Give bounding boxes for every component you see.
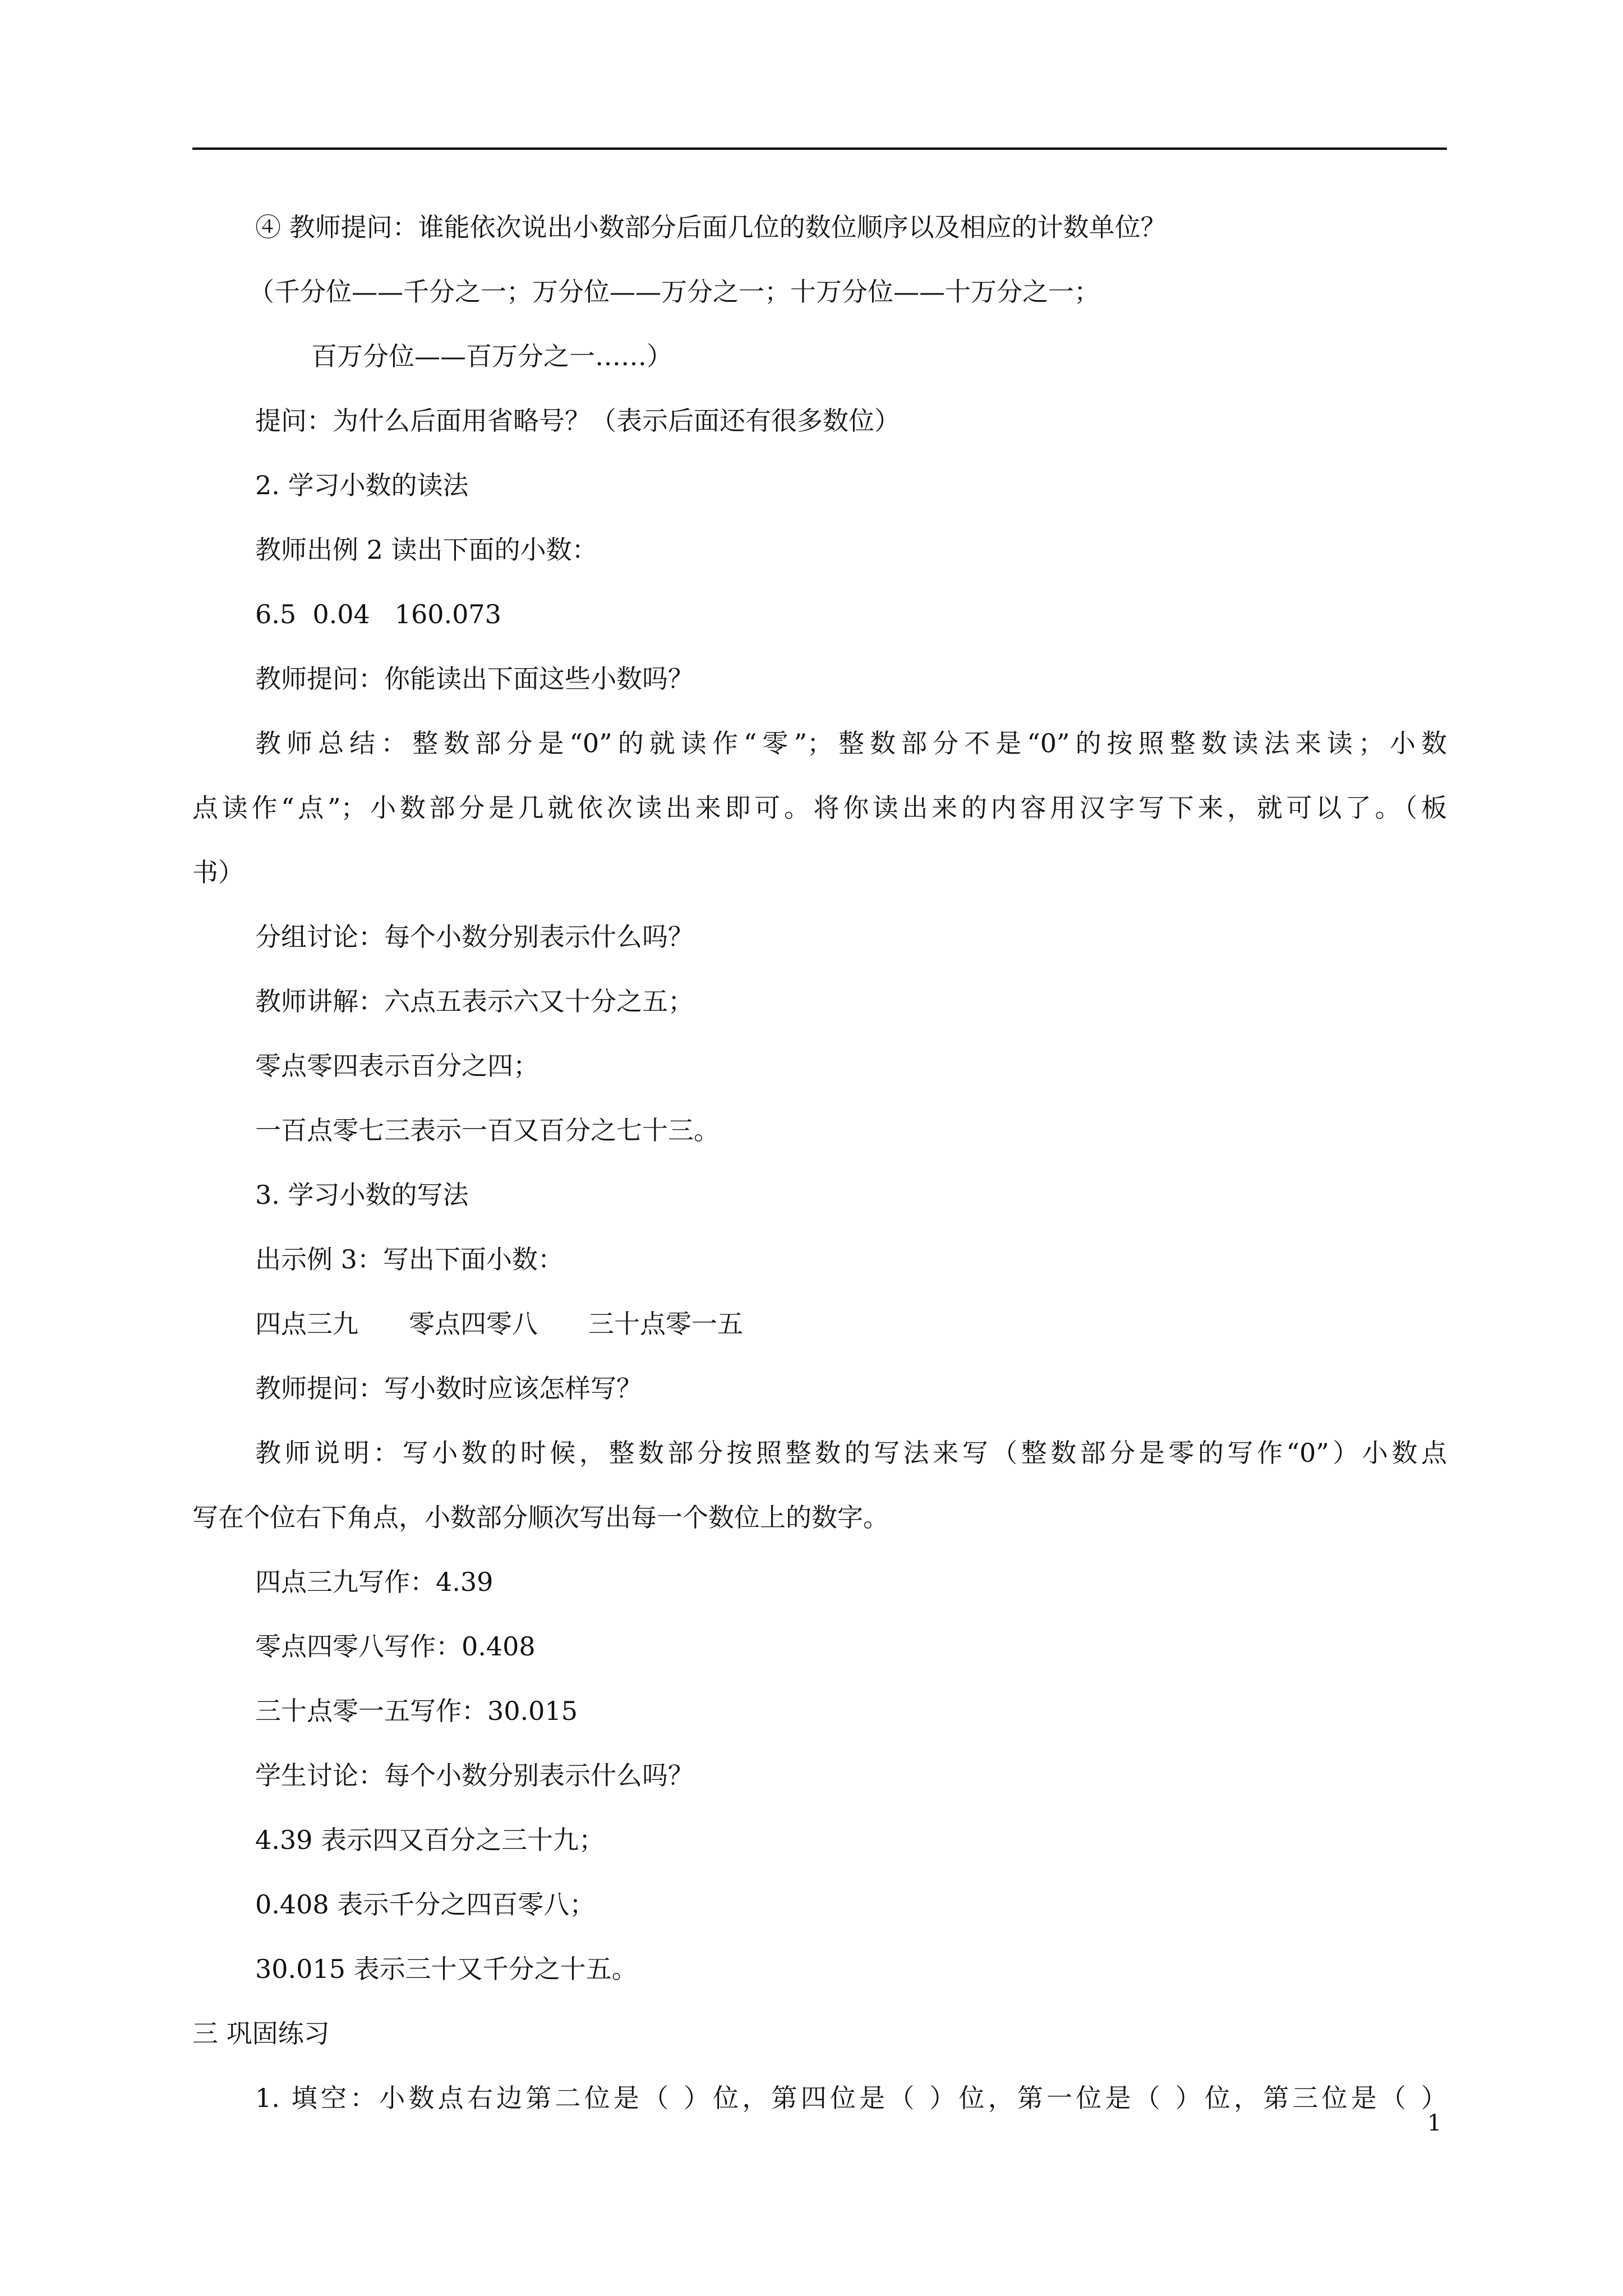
teacher-note-line-1: 教师说明：写小数的时候，整数部分按照整数的写法来写（整数部分是零的写作“0”）小数点: [255, 1438, 1447, 1468]
teacher-note-line-2: 写在个位右下角点，小数部分顺次写出每一个数位上的数字。: [192, 1502, 889, 1533]
example-3-word-2: 零点四零八: [409, 1309, 538, 1339]
teacher-question-reading: 教师提问：你能读出下面这些小数吗？: [255, 664, 694, 694]
teacher-summary-line-2: 点读作“点”；小数部分是几就依次读出来即可。将你读出来的内容用汉字写下来，就可以了。（板: [192, 793, 1447, 823]
teacher-explanation-3: 一百点零七三表示一百又百分之七十三。: [255, 1115, 720, 1145]
example-3-word-1: 四点三九: [255, 1309, 358, 1339]
fill-in-exercise: 1. 填空：小数点右边第二位是（ ）位，第四位是（ ）位，第一位是（ ）位，第三位是（ ）: [255, 2083, 1447, 2113]
written-answer-3: 三十点零一五写作：30.015: [255, 1696, 578, 1726]
section-heading-practice: 三 巩固练习: [192, 2018, 330, 2049]
page-number: 1: [1427, 2110, 1442, 2136]
teacher-summary-line-3: 书）: [192, 857, 244, 887]
meaning-1: 4.39 表示四又百分之三十九；: [255, 1825, 605, 1855]
written-answer-2: 零点四零八写作：0.408: [255, 1631, 536, 1662]
group-discussion: 分组讨论：每个小数分别表示什么吗？: [255, 922, 694, 952]
teacher-question-line: ④ 教师提问：谁能依次说出小数部分后面几位的数位顺序以及相应的计数单位？: [255, 212, 1166, 242]
example-3-prompt: 出示例 3：写出下面小数：: [255, 1244, 564, 1274]
answer-line-2: 百万分位——百万分之一……）: [311, 341, 672, 371]
example-2-prompt: 教师出例 2 读出下面的小数：: [255, 535, 598, 565]
header-rule: [192, 148, 1447, 150]
teacher-explanation-2: 零点零四表示百分之四；: [255, 1051, 539, 1081]
teacher-explanation-1: 教师讲解：六点五表示六又十分之五；: [255, 986, 694, 1016]
example-3-word-3: 三十点零一五: [588, 1309, 743, 1339]
answer-line-1: （千分位——千分之一；万分位——万分之一；十万分位——十万分之一；: [248, 277, 1100, 307]
teacher-question-writing: 教师提问：写小数时应该怎样写？: [255, 1373, 642, 1404]
student-discussion: 学生讨论：每个小数分别表示什么吗？: [255, 1760, 694, 1791]
written-answer-1: 四点三九写作：4.39: [255, 1567, 494, 1597]
example-3-words: [255, 1307, 743, 1341]
example-2-numbers: 6.5 0.04 160.073: [255, 599, 501, 629]
question-ellipsis: 提问：为什么后面用省略号？（表示后面还有很多数位）: [255, 406, 900, 436]
teacher-summary-line-1: 教师总结：整数部分是“0”的就读作“零”；整数部分不是“0”的按照整数读法来读；小数: [255, 728, 1447, 758]
meaning-3: 30.015 表示三十又千分之十五。: [255, 1954, 638, 1984]
section-heading-writing: 3. 学习小数的写法: [255, 1180, 469, 1210]
section-heading-reading: 2. 学习小数的读法: [255, 470, 469, 500]
meaning-2: 0.408 表示千分之四百零八；: [255, 1889, 596, 1920]
